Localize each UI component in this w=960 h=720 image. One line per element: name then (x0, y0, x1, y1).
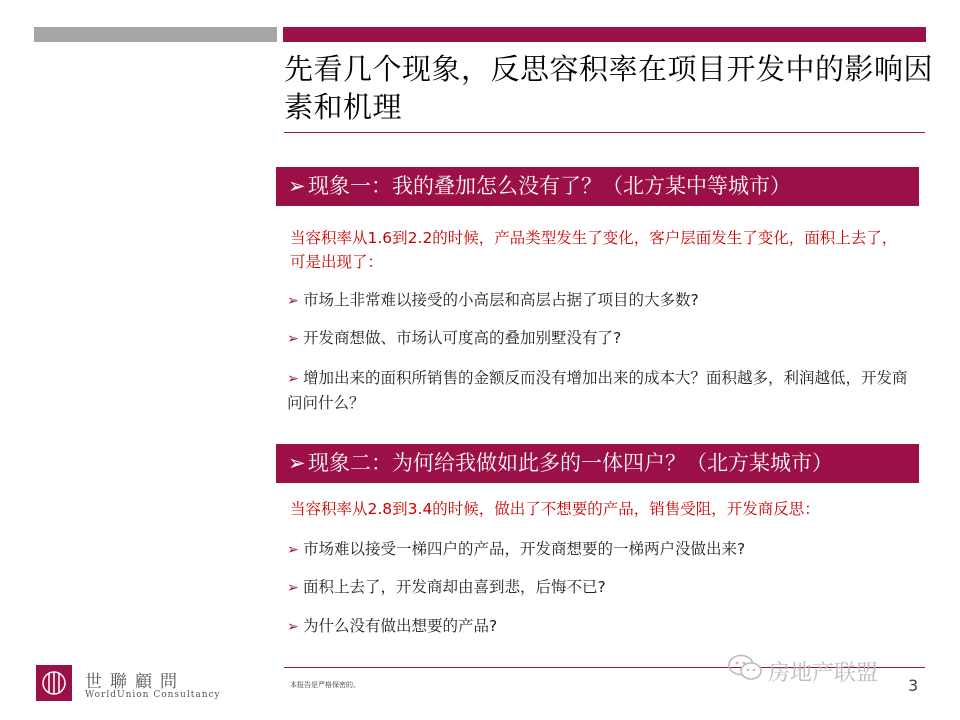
list-item-text: 市场难以接受一梯四户的产品，开发商想要的一梯两户没做出来? (303, 540, 746, 558)
list-item (287, 575, 912, 600)
wechat-icon (728, 654, 762, 688)
list-item (287, 537, 912, 562)
triangle-right-icon: ➢ (287, 619, 299, 635)
section-banner-1-label: 现象一：我的叠加怎么没有了？（北方某中等城市） (308, 174, 791, 198)
triangle-right-icon: ➢ (287, 331, 299, 347)
section-banner-2 (276, 444, 919, 483)
logo-chinese-name: 世聯顧問 (85, 672, 185, 692)
worldunion-logo-icon (36, 665, 72, 701)
arrow-right-icon: ➢ (288, 451, 306, 475)
triangle-right-icon: ➢ (287, 293, 299, 309)
list-item-text: 市场上非常难以接受的小高层和高层占据了项目的大多数? (303, 291, 699, 309)
header-grey-bar (34, 27, 277, 42)
list-item (287, 288, 912, 313)
page-title: 先看几个现象，反思容积率在项目开发中的影响因素和机理 (284, 52, 934, 124)
list-item-text: 开发商想做、市场认可度高的叠加别墅没有了? (303, 329, 622, 347)
triangle-right-icon: ➢ (287, 580, 299, 596)
title-divider (284, 132, 925, 133)
list-item (287, 614, 912, 639)
triangle-right-icon: ➢ (287, 542, 299, 558)
page-number: 3 (908, 676, 919, 695)
list-item-text: 面积上去了，开发商却由喜到悲，后悔不已? (303, 578, 606, 596)
arrow-right-icon: ➢ (288, 174, 306, 198)
section-banner-1 (276, 167, 919, 206)
triangle-right-icon: ➢ (287, 371, 299, 387)
header-accent-bar (283, 27, 926, 42)
logo-english-name: WorldUnion Consultancy (85, 690, 221, 700)
watermark (728, 654, 878, 688)
list-item (287, 326, 912, 351)
watermark-text: 房地产联盟 (768, 660, 879, 686)
section-1-intro: 当容积率从1.6到2.2的时候，产品类型发生了变化，客户层面发生了变化，面积上去了，可是出现了： (290, 229, 898, 271)
list-item-text: 增加出来的面积所销售的金额反而没有增加出来的成本大？面积越多，利润越低，开发商问问什么？ (287, 369, 908, 412)
section-banner-2-label: 现象二：为何给我做如此多的一体四户？（北方某城市） (308, 451, 833, 475)
list-item (287, 366, 912, 415)
list-item-text: 为什么没有做出想要的产品? (303, 617, 498, 635)
confidential-note: 本报告是严格保密的。 (290, 681, 360, 689)
section-2-intro: 当容积率从2.8到3.4的时候，做出了不想要的产品，销售受阻，开发商反思： (290, 500, 820, 518)
